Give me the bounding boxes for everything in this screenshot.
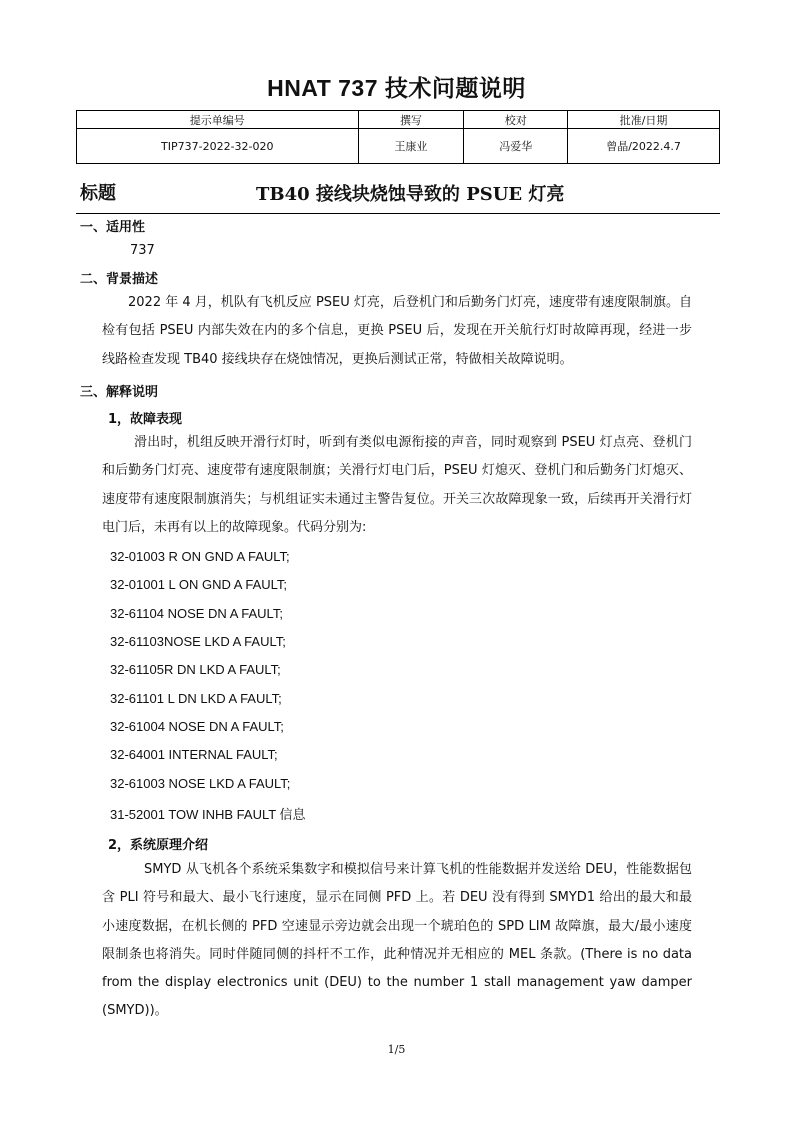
subject-heading (76, 177, 720, 214)
value-author: 王康业 (358, 129, 464, 164)
fault-code-item: 32-61104 NOSE DN A FAULT; (110, 606, 283, 621)
table-header-row (77, 111, 720, 129)
page-number: 1/5 (387, 1043, 406, 1056)
fault-code-item: 32-61101 L DN LKD A FAULT; (110, 691, 282, 706)
fault-code-item: 32-64001 INTERNAL FAULT; (110, 747, 278, 762)
table-value-row (77, 129, 720, 164)
info-table (76, 110, 720, 164)
applicability-content: 737 (130, 243, 155, 258)
header-author: 撰写 (358, 111, 464, 129)
document-title: HNAT 737 技术问题说明 (267, 75, 526, 101)
system-principle-paragraph: SMYD 从飞机各个系统采集数字和模拟信号来计算飞机的性能数据并发送给 DEU，性能数据包含 PLI 符号和最大、最小飞行速度，显示在同侧 PFD 上。若 DEU 没有得到 SMYD1 给出的最大和最小速度数据，在机长侧的 PFD 空速显示旁边就会出现一个琥珀色的 SPD LIM 故障旗，最大/最小速度限制条也将消失。同时伴随同侧的抖杆不工作，此种情况并无相应的 MEL 条款。(There is no data from the display electronics unit (DEU) to the number 1 stall management yaw damper (SMYD))。 (102, 862, 692, 1019)
background-paragraph: 2022 年 4 月，机队有飞机反应 PSEU 灯亮，后登机门和后勤务门灯亮，速度带有速度限制旗。自检有包括 PSEU 内部失效在内的多个信息，更换 PSEU 后，发现在开关航行灯时故障再现，经进一步线路检查发现 TB40 接线块存在烧蚀情况，更换后测试正常，特做相关故障说明。 (102, 295, 692, 367)
fault-symptom-title: 1，故障表现 (108, 412, 183, 427)
fault-code-item: 32-61004 NOSE DN A FAULT; (110, 719, 284, 734)
fault-code-item: 32-61103NOSE LKD A FAULT; (110, 634, 286, 649)
header-approval-date: 批准/日期 (568, 111, 720, 129)
value-tip-number: TIP737-2022-32-020 (77, 129, 359, 164)
subject-text: TB40 接线块烧蚀导致的 PSUE 灯亮 (256, 184, 565, 205)
subject-label: 标题 (80, 183, 116, 204)
fault-code-item: 32-01001 L ON GND A FAULT; (110, 577, 288, 592)
section-applicability-title: 一、适用性 (80, 220, 146, 235)
section-background-title: 二、背景描述 (80, 272, 159, 287)
value-reviewer: 冯爱华 (464, 129, 568, 164)
fault-symptom-paragraph: 滑出时，机组反映开滑行灯时，听到有类似电源衔接的声音，同时观察到 PSEU 灯点亮、登机门和后勤务门灯亮、速度带有速度限制旗；关滑行灯电门后，PSEU 灯熄灭、登机门和后勤务门灯熄灭、速度带有速度限制旗消失；与机组证实未通过主警告复位。开关三次故障现象一致，后续再开关滑行灯电门后，未再有以上的故障现象。代码分别为: (102, 435, 692, 535)
fault-code-item: 32-01003 R ON GND A FAULT; (110, 549, 290, 564)
system-principle-title: 2，系统原理介绍 (108, 838, 209, 853)
section-explanation-title: 三、解释说明 (80, 385, 159, 400)
header-reviewer: 校对 (464, 111, 568, 129)
fault-code-item: 32-61105R DN LKD A FAULT; (110, 662, 281, 677)
value-approval-date: 曾晶/2022.4.7 (568, 129, 720, 164)
header-tip-number: 提示单编号 (77, 111, 359, 129)
fault-code-item: 32-61003 NOSE LKD A FAULT; (110, 776, 291, 791)
fault-code-item: 31-52001 TOW INHB FAULT 信息 (110, 807, 306, 822)
